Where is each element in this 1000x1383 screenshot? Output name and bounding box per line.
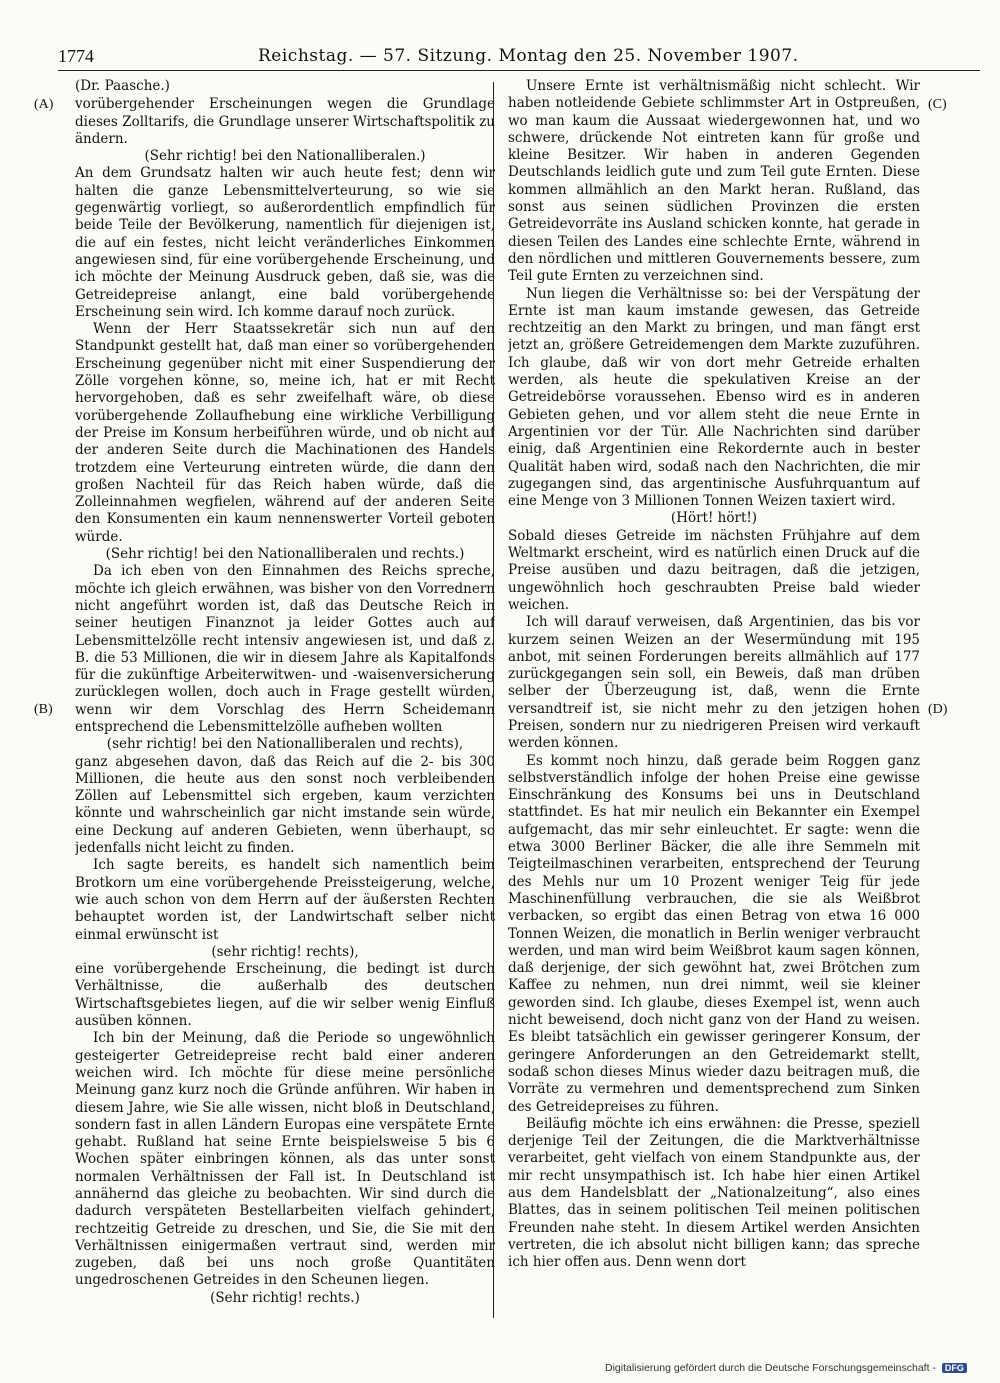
interjection: (sehr richtig! rechts),	[211, 943, 359, 960]
footer-credit: Digitalisierung gefördert durch die Deutsche Forschungsgemeinschaft -	[605, 1362, 936, 1374]
paragraph: Nun liegen die Verhältnisse so: bei der Verspätung der Ernte ist man kaum imstande gewesen, das Getreide rechtzeitig an den Markt zu bringen, und man fängt erst jetzt an, größere Getreidemengen dem Markte zuzuführen. Ich glaube, daß wir von dort mehr Getreide erhalten werden, als heute die spekulativen Kreise an der Getreidebörse voraussehen. Ebenso wird es in anderen Gebieten gehen, und vor allem steht die neue Ernte in Argentinien vor der Tür. Alle Nachrichten sind darüber einig, daß Argentinien eine Rekordernte auch in bester Qualität haben wird, sodaß nach den Nachrichten, die mir zugegangen sind, das argentinische Ausfuhrquantum auf eine Menge von 3 Millionen Tonnen Weizen taxiert wird.	[508, 285, 920, 510]
page-header	[58, 42, 980, 72]
interjection: (Sehr richtig! bei den Nationalliberalen und rechts.)	[105, 546, 465, 563]
paragraph: Wenn der Herr Staatssekretär sich nun auf den Standpunkt gestellt hat, daß man einer so vorübergehenden Erscheinung gegenüber nicht mit einer Suspendierung der Zölle vorgehen könne, so, meine ich, hat er mit Recht hervorgehoben, daß es sehr zweifelhaft wäre, ob diese vorübergehende Zollaufhebung eine wirkliche Verbilligung der Preise im Konsum herbeiführen würde, und ob nicht auf der anderen Seite durch die Machinationen des Handels trotzdem eine Verteurung eintreten würde, die dann den großen Nachteil für das Reich haben würde, daß die Zolleinnahmen wegfielen, während auf der anderen Seite den Konsumenten ein kaum nennenswerter Vorteil geboten würde.	[75, 321, 495, 545]
running-title: Reichstag. — 57. Sitzung. Montag den 25. November 1907.	[258, 46, 799, 66]
interjection: (Sehr richtig! bei den Nationalliberalen.)	[144, 148, 426, 165]
paragraph: Ich sagte bereits, es handelt sich namentlich beim Brotkorn um eine vorübergehende Preissteigerung, welche, wie auch schon von dem Herrn auf der äußersten Rechten behauptet worden ist, der Landwirtschaft selber nicht einmal erwünscht ist	[75, 857, 495, 943]
speaker-name: (Dr. Paasche.)	[75, 78, 170, 94]
page-number: 1774	[58, 46, 94, 66]
paragraph: Sobald dieses Getreide im nächsten Frühjahre auf dem Weltmarkt erscheint, wird es natürlich einen Druck auf die Preise ausüben und dazu beitragen, daß die jetzigen, ungewöhnlich hoch geschraubten Preise bald wieder weichen.	[508, 527, 920, 613]
paragraph: Da ich eben von den Einnahmen des Reichs spreche, möchte ich gleich erwähnen, was bisher von den Vorrednern nicht angeführt worden ist, daß das Deutsche Reich in seiner heutigen Finanznot ja leider Gottes auch auf Lebensmittelzölle recht intensiv angewiesen ist, und daß z. B. die 53 Millionen, die wir in diesem Jahre als Kapitalfonds für die zukünftige Arbeiterwitwen- und -waisenversicherung zurücklegen wollen, doch auch in Frage gestellt würden, wenn wir dem Vorschlag des Herrn Scheidemann entsprechend die Lebensmittelzölle aufheben wollten	[75, 563, 495, 735]
paragraph: Ich bin der Meinung, daß die Periode so ungewöhnlich gesteigerter Getreidepreise recht bald einer anderen weichen wird. Ich möchte für diese meine persönliche Meinung ganz kurz noch die Gründe anführen. Wir haben in diesem Jahre, wie Sie alle wissen, nicht bloß in Deutschland, sondern fast in allen Ländern Europas eine verspätete Ernte gehabt. Rußland hat seine Ernte beispielsweise 5 bis 6 Wochen später einbringen können, als das unter sonst normalen Verhältnissen der Fall ist. In Deutschland ist annähernd das gleiche zu beobachten. Wir sind durch die dadurch verspäteten Bestellarbeiten vielfach gehindert, rechtzeitig Getreide zu dreschen, und Sie, die Sie mit den Verhältnissen einigermaßen vertraut sind, werden mir zugeben, daß bei uns noch große Quantitäten ungedroschenen Getreides in den Scheunen liegen.	[75, 1030, 495, 1289]
paragraph: Beiläufig möchte ich eins erwähnen: die Presse, speziell derjenige Teil der Zeitungen, die die Marktverhältnisse verarbeitet, geht vielfach von einem Standpunkte aus, der mir recht unsympathisch ist. Ich habe hier einen Artikel aus dem Handelsblatt der „Nationalzeitung“, also eines Blattes, das in seinem politischen Teil meinen politischen Freunden nahe steht. In diesem Artikel werden Ansichten vertreten, die ich absolut nicht billigen kann; das spreche ich hier offen aus. Denn wenn dort	[508, 1115, 920, 1271]
header-rule	[58, 70, 980, 71]
dfg-logo: DFG	[942, 1363, 967, 1373]
paragraph: Ich will darauf verweisen, daß Argentinien, das bis vor kurzem seinen Weizen an der Wesermündung mit 195 anbot, mit seinen Forderungen bereits allmählich auf 177 zurückgegangen sein soll, ein Beweis, daß man drüben selber der Überzeugung ist, daß, wenn die Ernte versandtreif ist, sie nicht mehr zu den jetzigen hohen Preisen, sondern nur zu niedrigeren Preisen wird verkauft werden können.	[508, 614, 920, 752]
digitization-footer	[605, 1362, 990, 1376]
left-column	[75, 78, 495, 1318]
column-divider	[493, 82, 494, 1318]
paragraph: ganz abgesehen davon, daß das Reich auf die 2- bis 300 Millionen, die heute aus den sonst noch verbleibenden Zöllen auf Lebensmittel sich ergeben, kaum verzichten könnte und wahrscheinlich gar nicht imstande sein würde, eine Deckung auf anderen Gebieten, wenn überhaupt, so jedenfalls nicht leicht zu finden.	[75, 753, 495, 857]
margin-marker-c: (C)	[928, 97, 947, 112]
paragraph: eine vorübergehende Erscheinung, die bedingt ist durch Verhältnisse, die außerhalb des deutschen Wirtschaftsgebietes liegen, auf die wir selber wenig Einfluß ausüben können.	[75, 961, 495, 1030]
paragraph: Es kommt noch hinzu, daß gerade beim Roggen ganz selbstverständlich infolge der hohen Preise eine gewisse Einschränkung des Konsums bei uns in Deutschland stattfindet. Es hat mir neulich ein Bekannter ein Exempel aufgemacht, das mir sehr einleuchtet. Er sagte: wenn die etwa 3000 Berliner Bäcker, die alle ihre Semmeln mit Teigteilmaschinen verarbeiten, entsprechend der Teurung des Mehls nur um 10 Prozent weniger Teig für jede Maschinenfüllung verbrauchen, die sie als Weißbrot verbacken, so ergibt das einen Betrag von etwa 16 000 Tonnen Weizen, die monatlich in Berlin weniger verbraucht werden, und man wird beim Weißbrot kaum sagen können, daß derjenige, der sich gewöhnt hat, zwei Brötchen zum Kaffee zu nehmen, nun drei nimmt, weil sie kleiner geworden sind. Ich glaube, dieses Exempel ist, wenn auch nicht beweisend, doch nicht ganz von der Hand zu weisen. Es bleibt tatsächlich ein gewisser geringerer Konsum, der geringere Anforderungen an den Getreidemarkt stellt, sodaß schon dieses Minus wieder dazu beitragen muß, die Vorräte zu vermehren und dementsprechend zum Sinken des Getreidepreises zu führen.	[508, 752, 920, 1115]
paragraph: An dem Grundsatz halten wir auch heute fest; denn wir halten die ganze Lebensmittelverteurung, so wie sie gegenwärtig vorliegt, so außerordentlich empfindlich für beide Teile der Bevölkerung, namentlich für diejenigen ist, die auf ein festes, nicht leicht veränderliches Einkommen angewiesen sind, für eine vorübergehende Erscheinung, und ich möchte der Meinung Ausdruck geben, daß sie, was die Getreidepreise anlangt, eine bald vorübergehende Erscheinung sein wird. Ich komme darauf noch zurück.	[75, 165, 495, 320]
interjection: (Hört! hört!)	[670, 510, 758, 527]
right-column	[508, 78, 920, 1318]
margin-marker-b: (B)	[34, 702, 53, 717]
margin-marker-a: (A)	[34, 97, 54, 112]
paragraph: vorübergehender Erscheinungen wegen die Grundlage dieses Zolltarifs, die Grundlage unserer Wirtschaftspolitik zu ändern.	[75, 96, 495, 147]
paragraph: Unsere Ernte ist verhältnismäßig nicht schlecht. Wir haben notleidende Gebiete schlimmster Art in Ostpreußen, wo man kaum die Aussaat wiedergewonnen hat, und wo schwere, drückende Not eintreten kann für große und kleine Besitzer. Wir haben in anderen Gegenden Deutschlands leidlich gute und zum Teil gute Ernten. Diese kommen allmählich an den Markt heran. Rußland, das sonst aus seinen südlichen Provinzen die ersten Getreidevorräte ins Ausland schicken konnte, hat gerade in diesen Teilen des Landes eine schlechte Ernte, während in den nördlichen und mittleren Gouvernements bessere, zum Teil gute Ernten zu verzeichnen sind.	[508, 78, 920, 285]
interjection: (sehr richtig! bei den Nationalliberalen und rechts),	[106, 736, 464, 753]
interjection: (Sehr richtig! rechts.)	[210, 1289, 360, 1306]
margin-marker-d: (D)	[928, 702, 948, 717]
